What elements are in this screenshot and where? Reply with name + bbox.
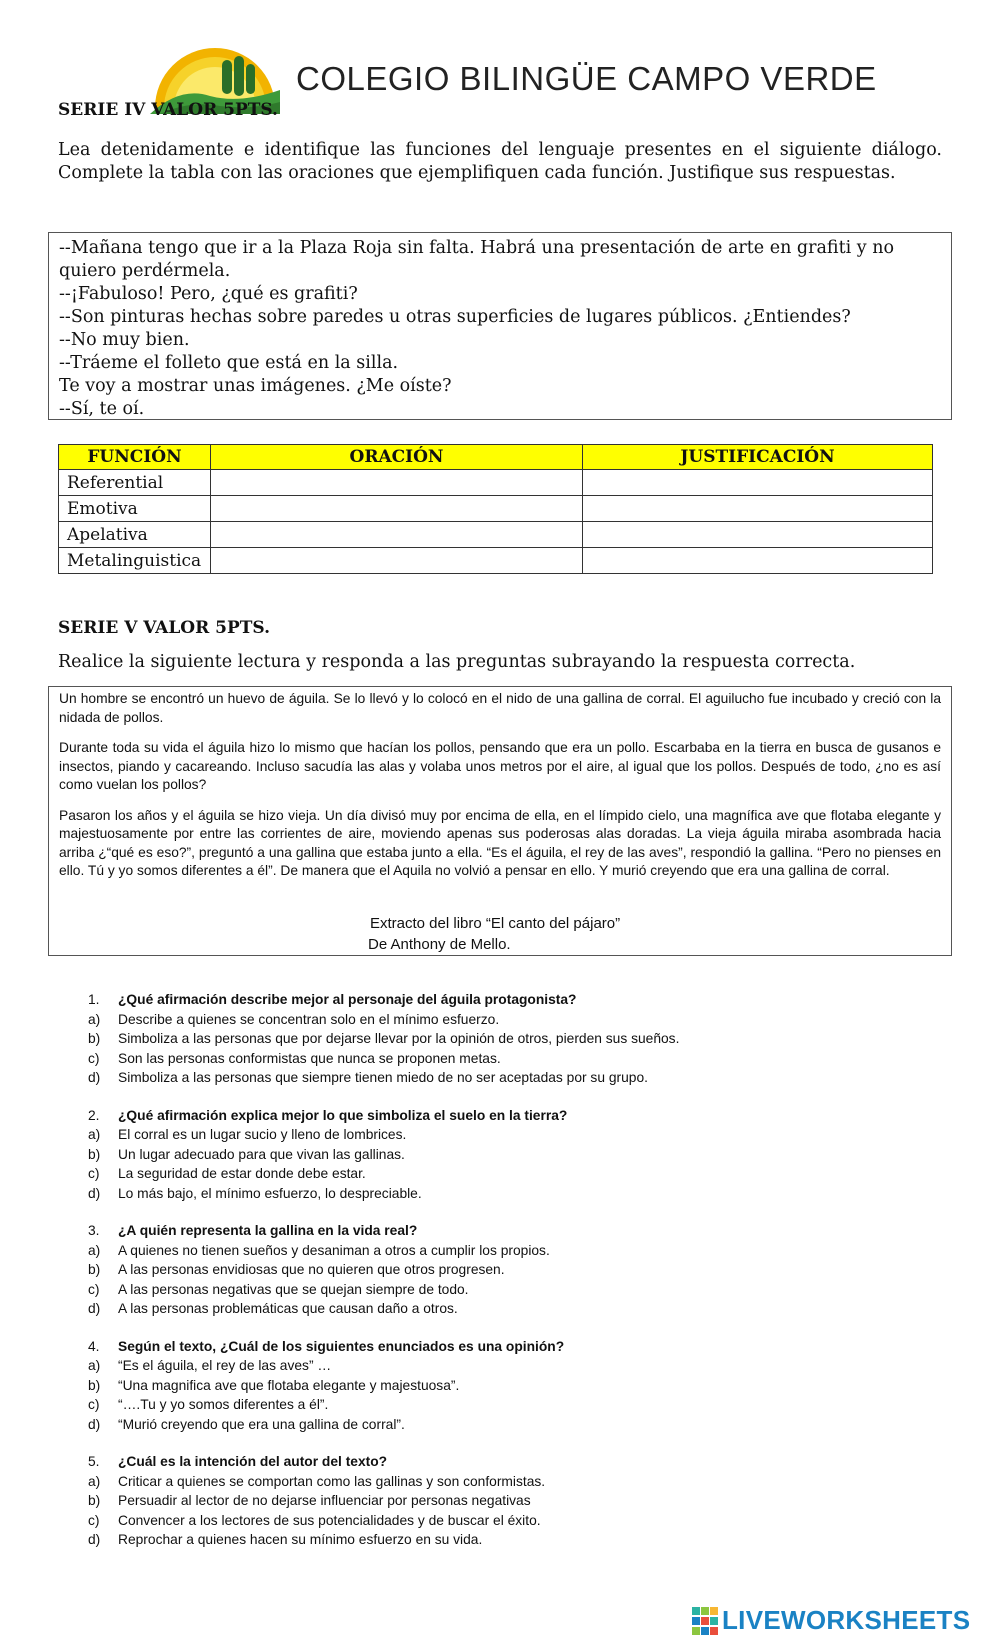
option-text[interactable]: Lo más bajo, el mínimo esfuerzo, lo despreciable. [118,1185,422,1201]
option-text[interactable]: “Una magnifica ave que flotaba elegante y majestuosa”. [118,1377,460,1393]
liveworksheets-logo-icon [692,1607,718,1635]
option-text[interactable]: “….Tu y yo somos diferentes a él”. [118,1397,329,1412]
option-label: b) [88,1146,101,1162]
option-label: d) [88,1185,101,1201]
answer-option[interactable] [88,1376,948,1396]
option-label: c) [88,1281,100,1297]
answer-option[interactable] [88,1049,948,1069]
option-label: c) [88,1166,100,1181]
answer-option[interactable] [88,1068,948,1088]
option-label: a) [88,1127,101,1142]
table-row [59,522,933,548]
option-label: a) [88,1358,101,1373]
table-row [59,548,933,574]
table-row [59,470,933,496]
answer-option[interactable] [88,1530,948,1550]
option-text[interactable]: Criticar a quienes se comportan como las gallinas y son conformistas. [118,1473,546,1489]
option-text[interactable]: Simboliza a las personas que siempre tienen miedo de no ser aceptadas por su grupo. [118,1070,648,1085]
option-label: d) [88,1416,101,1432]
book-credit: Extracto del libro “El canto del pájaro” [370,915,621,932]
answer-option[interactable] [88,1184,948,1204]
serie-4-title: SERIE IV VALOR 5PTS. [58,100,278,120]
dialog-line: --Son pinturas hechas sobre paredes u otras superficies de lugares públicos. ¿Entiendes? [59,307,851,327]
justificacion-cell[interactable] [583,522,933,548]
answer-option[interactable] [88,1280,948,1300]
question-title [88,1106,948,1126]
question-block [88,990,948,1088]
option-text[interactable]: Persuadir al lector de no dejarse influenciar por personas negativas [118,1493,531,1508]
option-label: b) [88,1262,101,1277]
reading-paragraph: Pasaron los años y el águila se hizo vieja. Un día divisó muy por encima de ella, en el límpido cielo, una magnífica ave que flotaba elegante y majestuosamente por entre las corrientes de aire, moviendo apenas sus poderosas alas doradas. La vieja águila miraba asombrada hacia arriba ¿“qué es eso?”, preguntó a una gallina que estaba junto a ella. “Es el águila, el rey de las aves”, respondió la gallina. “Pero no pienses en ello. Tú y yo somos diferentes a él”. De manera que el Aquila no volvió a pensar en ello. Y murió creyendo que era una gallina de corral. [59,807,941,878]
justificacion-cell[interactable] [583,470,933,496]
option-text[interactable]: Un lugar adecuado para que vivan las gallinas. [118,1146,405,1162]
option-label: c) [88,1050,100,1066]
option-label: a) [88,1242,101,1258]
option-label: d) [88,1532,101,1547]
answer-option[interactable] [88,1125,948,1145]
questions-list [88,990,948,1568]
option-text[interactable]: Simboliza a las personas que por dejarse llevar por la opinión de otros, pierden sus sueños. [118,1031,680,1046]
question-number: 4. [88,1338,100,1354]
justificacion-cell[interactable] [583,548,933,574]
question-text: ¿Cuál es la intención del autor del texto? [118,1454,388,1469]
justificacion-cell[interactable] [583,496,933,522]
liveworksheets-wordmark: LIVEWORKSHEETS [722,1605,971,1635]
option-text[interactable]: Convencer a los lectores de sus potencialidades y de buscar el éxito. [118,1512,541,1528]
question-number: 2. [88,1107,100,1123]
option-label: d) [88,1070,101,1085]
question-text: ¿Qué afirmación explica mejor lo que simboliza el suelo en la tierra? [118,1107,568,1123]
option-label: c) [88,1397,100,1412]
question-block [88,1452,948,1550]
option-label: a) [88,1011,101,1027]
function-name: Metalinguistica [59,548,211,574]
function-name: Apelativa [59,522,211,548]
option-text[interactable]: A las personas envidiosas que no quieren que otros progresen. [118,1262,505,1277]
dialog-line: --Sí, te oí. [59,399,145,419]
question-title [88,990,948,1010]
option-text[interactable]: “Es el águila, el rey de las aves” … [118,1358,332,1373]
option-text[interactable]: Reprochar a quienes hacen su mínimo esfuerzo en su vida. [118,1532,483,1547]
option-label: a) [88,1473,101,1489]
answer-option[interactable] [88,1491,948,1511]
author-credit: De Anthony de Mello. [368,936,511,953]
answer-option[interactable] [88,1260,948,1280]
answer-option[interactable] [88,1511,948,1531]
option-text[interactable]: El corral es un lugar sucio y lleno de lombrices. [118,1127,407,1142]
question-block [88,1106,948,1204]
dialog-box [48,232,952,420]
option-text[interactable]: A las personas problemáticas que causan daño a otros. [118,1301,458,1316]
reading-paragraph: Durante toda su vida el águila hizo lo mismo que hacían los pollos, pensando que era un pollo. Escarbaba en la tierra en busca de gusanos e insectos, piando y cacareando. Incluso sacudía las alas y volaba unos metros por el aire, al igual que los pollos. Después de todo, ¿no es así como vuelan los pollos? [59,740,941,792]
answer-option[interactable] [88,1299,948,1319]
dialog-line: --Tráeme el folleto que está en la silla. [59,353,399,373]
option-label: b) [88,1377,101,1393]
option-text[interactable]: Son las personas conformistas que nunca se proponen metas. [118,1050,501,1066]
header-oracion: ORACIÓN [211,445,583,470]
function-name: Emotiva [59,496,211,522]
answer-option[interactable] [88,1356,948,1376]
question-title [88,1337,948,1357]
question-number: 5. [88,1454,100,1469]
serie-4-instructions: Lea detenidamente e identifique las funciones del lenguaje presentes en el siguiente diálogo. Complete la tabla con las oraciones que ejemplifiquen cada función. Justifique sus respuestas. [58,140,942,183]
question-number: 1. [88,992,100,1007]
option-text[interactable]: Describe a quienes se concentran solo en el mínimo esfuerzo. [118,1011,500,1027]
function-name: Referential [59,470,211,496]
dialog-line: --¡Fabuloso! Pero, ¿qué es grafiti? [59,284,358,304]
table-header-row [59,445,933,470]
oracion-cell[interactable] [211,548,583,574]
option-label: b) [88,1493,101,1508]
oracion-cell[interactable] [211,496,583,522]
question-block [88,1337,948,1435]
oracion-cell[interactable] [211,522,583,548]
dialog-line: --Mañana tengo que ir a la Plaza Roja sin falta. Habrá una presentación de arte en grafiti y no quiero perdérmela. [59,238,895,281]
question-text: ¿Qué afirmación describe mejor al personaje del águila protagonista? [118,992,577,1007]
question-text: ¿A quién representa la gallina en la vida real? [118,1223,418,1238]
answer-option[interactable] [88,1145,948,1165]
question-block [88,1221,948,1319]
answer-option[interactable] [88,1415,948,1435]
question-text: Según el texto, ¿Cuál de los siguientes enunciados es una opinión? [118,1338,565,1354]
answer-option[interactable] [88,1010,948,1030]
option-label: d) [88,1301,101,1316]
option-label: b) [88,1031,101,1046]
functions-table [58,444,933,574]
header-funcion: FUNCIÓN [59,445,211,470]
answer-option[interactable] [88,1029,948,1049]
option-label: c) [88,1512,100,1528]
question-number: 3. [88,1223,100,1238]
dialog-line: Te voy a mostrar unas imágenes. ¿Me oíste? [59,376,452,396]
answer-option[interactable] [88,1164,948,1184]
option-text[interactable]: La seguridad de estar donde debe estar. [118,1166,366,1181]
option-text[interactable]: A quienes no tienen sueños y desaniman a otros a cumplir los propios. [118,1242,550,1258]
answer-option[interactable] [88,1241,948,1261]
liveworksheets-brand[interactable] [692,1605,970,1636]
table-row [59,496,933,522]
dialog-line: --No muy bien. [59,330,190,350]
question-title [88,1452,948,1472]
answer-option[interactable] [88,1472,948,1492]
answer-option[interactable] [88,1395,948,1415]
header-justificacion: JUSTIFICACIÓN [583,445,933,470]
school-name: COLEGIO BILINGÜE CAMPO VERDE [296,60,877,97]
serie-5-title: SERIE V VALOR 5PTS. [58,618,271,638]
reading-paragraph: Un hombre se encontró un huevo de águila. Se lo llevó y lo colocó en el nido de una gallina de corral. El aguilucho fue incubado y creció con la nidada de pollos. [59,691,941,725]
serie-5-instructions: Realice la siguiente lectura y responda a las preguntas subrayando la respuesta correcta. [58,652,856,672]
option-text[interactable]: “Murió creyendo que era una gallina de corral”. [118,1416,405,1432]
oracion-cell[interactable] [211,470,583,496]
option-text[interactable]: A las personas negativas que se quejan siempre de todo. [118,1281,469,1297]
question-title [88,1221,948,1241]
